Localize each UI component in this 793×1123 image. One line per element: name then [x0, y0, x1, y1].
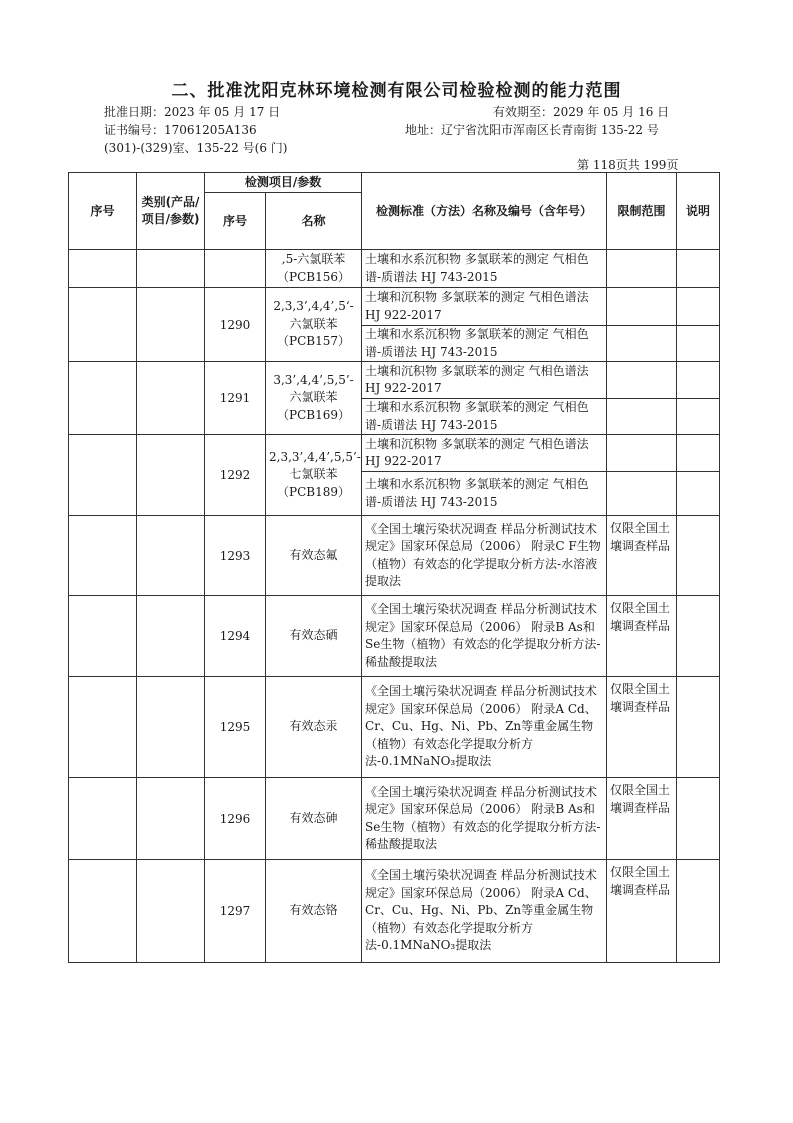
- item-seq-cell: 1293: [205, 516, 266, 596]
- table-row: [69, 516, 720, 596]
- item-seq-cell: [205, 250, 266, 288]
- limit-cell: [607, 362, 677, 399]
- standard-cell: 土壤和水系沉积物 多氯联苯的测定 气相色谱-质谱法 HJ 743-2015: [362, 250, 607, 288]
- header-seq: 序号: [69, 173, 137, 250]
- item-name-cell: 2,3,3’,4,4’,5‘-六氯联苯（PCB157）: [266, 288, 362, 362]
- header-standard: 检测标准（方法）名称及编号（含年号）: [362, 173, 607, 250]
- standard-cell: 土壤和沉积物 多氯联苯的测定 气相色谱法 HJ 922-2017: [362, 362, 607, 399]
- certificate-number: 证书编号：17061205A136: [104, 123, 257, 137]
- address: 地址：辽宁省沈阳市浑南区长青南街 135-22 号: [405, 123, 659, 137]
- item-seq-cell: 1296: [205, 778, 266, 860]
- page-title: 二、批准沈阳克林环境检测有限公司检验检测的能力范围: [171, 81, 622, 101]
- standard-cell: 土壤和沉积物 多氯联苯的测定 气相色谱法 HJ 922-2017: [362, 435, 607, 472]
- limit-cell: [607, 250, 677, 288]
- table-row: [69, 778, 720, 860]
- table-row: [69, 596, 720, 677]
- standard-cell: 《全国土壤污染状况调查 样品分析测试技术规定》国家环保总局（2006） 附录B As和Se生物（植物）有效态的化学提取分析方法-稀盐酸提取法: [362, 778, 607, 860]
- limit-cell: [607, 435, 677, 472]
- standard-cell: 《全国土壤污染状况调查 样品分析测试技术规定》国家环保总局（2006） 附录B As和Se生物（植物）有效态的化学提取分析方法-稀盐酸提取法: [362, 596, 607, 677]
- item-seq-cell: 1294: [205, 596, 266, 677]
- standard-cell: 土壤和水系沉积物 多氯联苯的测定 气相色谱-质谱法 HJ 743-2015: [362, 399, 607, 435]
- standard-cell: 《全国土壤污染状况调查 样品分析测试技术规定》国家环保总局（2006） 附录A Cd、Cr、Cu、Hg、Ni、Pb、Zn等重金属生物（植物）有效态化学提取分析方法-0.1MNaNO₃提取法: [362, 677, 607, 778]
- limit-cell: 仅限全国土壤调查样品: [607, 860, 677, 963]
- item-name-cell: 2,3,3’,4,4’,5,5’-七氯联苯（PCB189）: [266, 435, 362, 516]
- limit-cell: 仅限全国土壤调查样品: [607, 677, 677, 778]
- header-limit: 限制范围: [607, 173, 677, 250]
- item-seq-cell: 1290: [205, 288, 266, 362]
- header-item-group: 检测项目/参数: [205, 173, 362, 193]
- item-name-cell: 有效态硒: [266, 596, 362, 677]
- capability-table: [68, 172, 720, 963]
- standard-cell: 土壤和水系沉积物 多氯联苯的测定 气相色谱-质谱法 HJ 743-2015: [362, 326, 607, 362]
- table-row: [69, 250, 720, 288]
- item-seq-cell: 1295: [205, 677, 266, 778]
- table-row: [69, 435, 720, 472]
- approval-date: 批准日期：2023 年 05 月 17 日: [104, 105, 281, 119]
- limit-cell: 仅限全国土壤调查样品: [607, 596, 677, 677]
- header-item-name: 名称: [266, 193, 362, 250]
- item-name-cell: 有效态铬: [266, 860, 362, 963]
- limit-cell: [607, 288, 677, 326]
- page-info: 第 118页共 199页: [577, 158, 679, 172]
- address-continued: (301)-(329)室、135-22 号(6 门): [104, 141, 288, 155]
- item-name-cell: 有效态砷: [266, 778, 362, 860]
- item-name-cell: 3,3’,4,4’,5,5’-六氯联苯（PCB169）: [266, 362, 362, 435]
- table-row: [69, 288, 720, 326]
- item-name-cell: ,5-六氯联苯（PCB156）: [266, 250, 362, 288]
- limit-cell: 仅限全国土壤调查样品: [607, 778, 677, 860]
- header-category: 类别(产品/项目/参数): [137, 173, 205, 250]
- item-seq-cell: 1292: [205, 435, 266, 516]
- item-seq-cell: 1297: [205, 860, 266, 963]
- item-name-cell: 有效态氟: [266, 516, 362, 596]
- table-row: [69, 860, 720, 963]
- limit-cell: 仅限全国土壤调查样品: [607, 516, 677, 596]
- header-note: 说明: [677, 173, 720, 250]
- standard-cell: 土壤和沉积物 多氯联苯的测定 气相色谱法 HJ 922-2017: [362, 288, 607, 326]
- standard-cell: 《全国土壤污染状况调查 样品分析测试技术规定》国家环保总局（2006） 附录C F生物（植物）有效态的化学提取分析方法-水溶液提取法: [362, 516, 607, 596]
- table-row: [69, 677, 720, 778]
- standard-cell: 《全国土壤污染状况调查 样品分析测试技术规定》国家环保总局（2006） 附录A Cd、Cr、Cu、Hg、Ni、Pb、Zn等重金属生物（植物）有效态化学提取分析方法-0.1MNaNO₃提取法: [362, 860, 607, 963]
- item-seq-cell: 1291: [205, 362, 266, 435]
- valid-until: 有效期至：2029 年 05 月 16 日: [493, 105, 670, 119]
- standard-cell: 土壤和水系沉积物 多氯联苯的测定 气相色谱-质谱法 HJ 743-2015: [362, 472, 607, 516]
- item-name-cell: 有效态汞: [266, 677, 362, 778]
- table-row: [69, 362, 720, 399]
- header-item-seq: 序号: [205, 193, 266, 250]
